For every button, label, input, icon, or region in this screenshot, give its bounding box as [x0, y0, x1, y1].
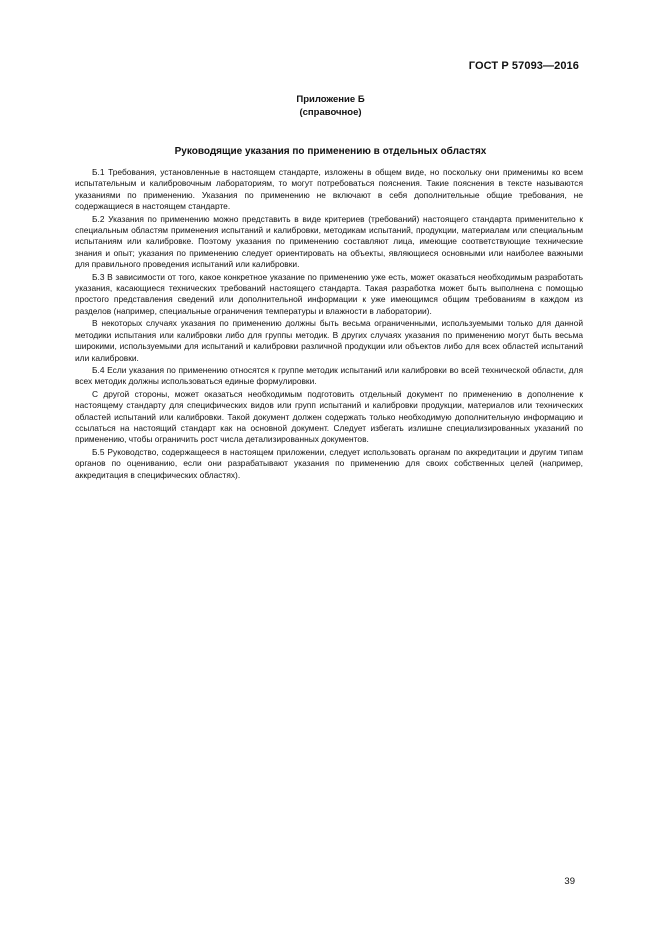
page-number: 39	[564, 876, 575, 887]
paragraph-b1: Б.1 Требования, установленные в настоящем стандарте, изложены в общем виде, но поскольку они применимы ко всем испытательным и калибровочным лабораториям, то могут потребоваться пояснения. Такие пояснения в тексте называются указаниями по применению. Указания по применению не включают в себя дополнительные общие требования, не содержащиеся в настоящем стандарте.	[75, 167, 583, 212]
body-text	[75, 167, 583, 482]
paragraph-b3: Б.3 В зависимости от того, какое конкретное указание по применению уже есть, может оказаться необходимым разработать указания, касающиеся технических требований настоящего стандарта. Такая разработка может быть выполнена с помощью простого представления сведений или дополнительной информации к уже имеющимся общим требованиям в каждом из разделов (например, специальные ограничения температуры и влажности в лаборатории).	[75, 271, 583, 316]
appendix-subtitle: (справочное)	[299, 107, 362, 118]
appendix-title: Приложение Б	[296, 94, 365, 105]
paragraph-b4-continued: С другой стороны, может оказаться необходимым подготовить отдельный документ по применению в дополнение к настоящему стандарту для специфических видов или групп испытаний и калибровки продукции, материалов или технических областей испытаний или калибровки. Такой документ должен содержать только необходимую дополнительную информацию и ссылаться на настоящий стандарт как на основной документ. Следует избегать излишне специализированных указаний по применению, чтобы ограничить рост числа детализированных документов.	[75, 388, 583, 445]
standard-code: ГОСТ Р 57093—2016	[468, 60, 579, 72]
paragraph-b3-continued: В некоторых случаях указания по применению должны быть весьма ограниченными, используемыми только для данной методики испытания или калибровки либо для группы методик. В других случаях указания по применению могут быть весьма широкими, используемыми для испытаний и калибровки различной продукции или объектов либо для всех областей испытаний или калибровки.	[75, 318, 583, 363]
section-title: Руководящие указания по применению в отдельных областях	[174, 146, 487, 157]
paragraph-b5: Б.5 Руководство, содержащееся в настоящем приложении, следует использовать органам по аккредитации и другим типам органов по оцениванию, если они разрабатывают указания по применению для своих собственных целей (например, аккредитация в специфических областях).	[75, 446, 583, 480]
paragraph-b2: Б.2 Указания по применению можно представить в виде критериев (требований) настоящего стандарта применительно к специальным областям применения испытаний и калибровки, методикам испытаний, продукции, материалам или специальным испытаниям или калибровке. Поэтому указания по применению составляют лица, имеющие соответствующие технические знания и опыт; указания по применению следует ориентировать на объекты, являющиеся основными или наиболее важными для правильного проведения испытаний или калибровки.	[75, 213, 583, 270]
appendix-heading	[0, 93, 661, 119]
paragraph-b4: Б.4 Если указания по применению относятся к группе методик испытаний или калибровки во всей технической области, для всех методик должны использоваться единые формулировки.	[75, 364, 583, 387]
